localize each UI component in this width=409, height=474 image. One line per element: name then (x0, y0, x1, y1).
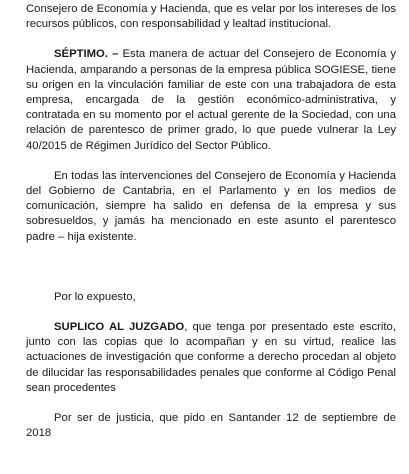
section-heading-suplico: SUPLICO AL JUZGADO (54, 321, 185, 334)
paragraph-por-lo-expuesto (26, 290, 396, 305)
paragraph-text: Por ser de justicia, que pido en Santander 12 de septiembre de 2018 (26, 412, 396, 440)
paragraph-continuation (26, 2, 396, 32)
paragraph-interventions (26, 169, 396, 245)
paragraph-text: Consejero de Economía y Hacienda, que es velar por los intereses de los recursos públicos, con responsabilidad y lealtad institucional. (26, 3, 396, 31)
paragraph-text: , que tenga por presentado este escrito, junto con las copias que lo acompañan y en su virtud, realice las actuaciones de investigación que conforme a derecho procedan al objeto de dilucidar las responsabilidades penales que conforme al Código Penal sean procedentes (26, 321, 396, 394)
paragraph-septimo (26, 47, 396, 153)
section-heading-septimo: SÉPTIMO. – (54, 48, 119, 61)
paragraph-text: Por lo expuesto, (54, 290, 136, 303)
paragraph-text: Esta manera de actuar del Consejero de Economía y Hacienda, amparando a personas de la empresa pública SOGIESE, tiene su origen en la vinculación familiar de este con una trabajadora de esta empresa, encargada de la gestión económico-administrativa, y contratada en su momento por el actual gerente de la Sociedad, con una relación de parentesco de primer grado, lo que puede vulnerar la Ley 40/2015 de Régimen Jurídico del Sector Público. (26, 48, 397, 152)
paragraph-text: En todas las intervenciones del Consejero de Economía y Hacienda del Gobierno de Cantabria, en el Parlamento y en los medios de comunicación, siempre ha salido en defensa de la empresa y sus sobresueldos, y jamás ha mencionado en este asunto el parentesco padre – hija existente. (26, 169, 396, 243)
paragraph-suplico (26, 320, 396, 396)
document-page (26, 2, 396, 441)
paragraph-closing (26, 411, 396, 441)
